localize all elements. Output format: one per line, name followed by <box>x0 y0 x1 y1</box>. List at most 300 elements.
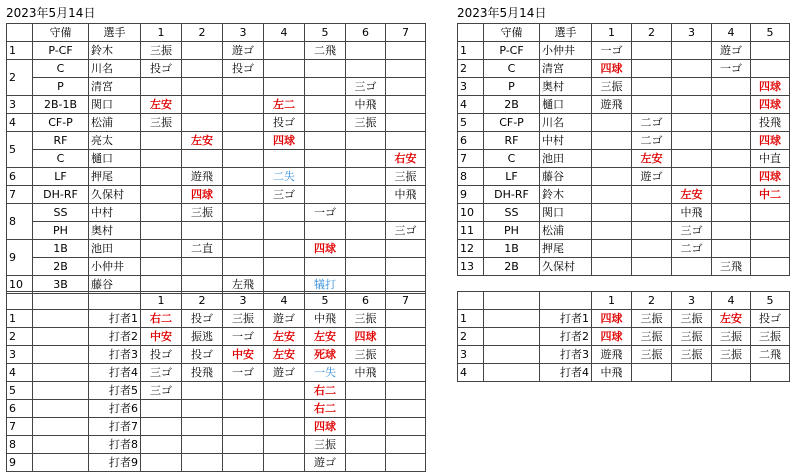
inning-result: 中飛 <box>346 96 386 114</box>
inning-result <box>386 382 426 400</box>
batter-cell: 打者4 <box>540 364 592 382</box>
lineup-table-right <box>457 23 790 276</box>
inning-result <box>141 454 182 472</box>
table-row <box>458 78 790 96</box>
player-cell: 松浦 <box>540 222 592 240</box>
table-row <box>7 168 426 186</box>
position-cell: PH <box>33 222 89 240</box>
inning-result <box>264 400 305 418</box>
inning-result <box>712 168 751 186</box>
inning-result <box>712 114 751 132</box>
inning-result <box>223 96 264 114</box>
inning-result: 遊ゴ <box>712 42 751 60</box>
order-number: 5 <box>7 132 33 168</box>
table-row <box>458 168 790 186</box>
table-row <box>458 114 790 132</box>
header-cell: 選手 <box>89 24 141 42</box>
inning-result: 四球 <box>751 78 790 96</box>
inning-result <box>712 364 751 382</box>
t1-date: 2023年5月14日 <box>6 6 96 20</box>
inning-result <box>672 364 712 382</box>
inning-result <box>751 60 790 78</box>
inning-result <box>141 222 182 240</box>
inning-result: 投ゴ <box>264 114 305 132</box>
order-number: 8 <box>7 204 33 240</box>
inning-result <box>386 418 426 436</box>
table-row <box>7 310 426 328</box>
position-cell <box>33 382 89 400</box>
header-cell: 守備 <box>33 24 89 42</box>
inning-result: 振逃 <box>182 328 223 346</box>
order-number: 4 <box>7 364 33 382</box>
inning-result: 左二 <box>264 96 305 114</box>
inning-result <box>346 258 386 276</box>
player-cell: 関口 <box>89 96 141 114</box>
position-cell: C <box>484 150 540 168</box>
inning-result <box>182 78 223 96</box>
order-number: 9 <box>7 454 33 472</box>
inning-result: 一ゴ <box>592 42 632 60</box>
batter-table-left <box>6 291 426 472</box>
header-cell: 7 <box>386 24 426 42</box>
inning-result <box>223 418 264 436</box>
header-cell: 7 <box>386 292 426 310</box>
inning-result <box>632 240 672 258</box>
inning-result <box>346 186 386 204</box>
inning-result <box>182 42 223 60</box>
inning-result: 四球 <box>305 240 346 258</box>
header-cell <box>458 24 484 42</box>
inning-result: 三振 <box>386 168 426 186</box>
position-cell <box>33 400 89 418</box>
table-row <box>7 328 426 346</box>
table-row <box>458 96 790 114</box>
inning-result <box>141 132 182 150</box>
inning-result: 二ゴ <box>672 240 712 258</box>
inning-result <box>592 186 632 204</box>
player-cell: 清宮 <box>89 78 141 96</box>
header-cell: 1 <box>592 292 632 310</box>
order-number: 2 <box>458 328 484 346</box>
inning-result <box>632 60 672 78</box>
inning-result <box>751 240 790 258</box>
player-cell: 川名 <box>540 114 592 132</box>
table-row <box>7 78 426 96</box>
player-cell: 川名 <box>89 60 141 78</box>
order-number: 7 <box>7 186 33 204</box>
table-row <box>458 60 790 78</box>
inning-result <box>632 78 672 96</box>
inning-result: 投飛 <box>751 114 790 132</box>
player-cell: 中村 <box>540 132 592 150</box>
inning-result <box>264 204 305 222</box>
inning-result <box>346 240 386 258</box>
position-cell: CF-P <box>33 114 89 132</box>
player-cell: 久保村 <box>89 186 141 204</box>
inning-result: 二ゴ <box>632 114 672 132</box>
inning-result: 遊飛 <box>592 346 632 364</box>
table-row <box>458 346 790 364</box>
inning-result <box>672 96 712 114</box>
batter-cell: 打者1 <box>540 310 592 328</box>
position-cell: C <box>33 150 89 168</box>
player-cell: 鈴木 <box>89 42 141 60</box>
inning-result: 二飛 <box>751 346 790 364</box>
header-cell <box>484 292 540 310</box>
inning-result: 中飛 <box>672 204 712 222</box>
inning-result <box>386 310 426 328</box>
batter-cell: 打者3 <box>540 346 592 364</box>
position-cell: C <box>33 60 89 78</box>
player-cell: 鈴木 <box>540 186 592 204</box>
inning-result <box>182 222 223 240</box>
inning-result <box>632 222 672 240</box>
inning-result <box>672 132 712 150</box>
table-row <box>458 240 790 258</box>
inning-result <box>672 258 712 276</box>
inning-result: 左安 <box>264 346 305 364</box>
position-cell: 2B <box>484 96 540 114</box>
position-cell: 2B-1B <box>33 96 89 114</box>
inning-result <box>223 382 264 400</box>
inning-result: 中直 <box>751 150 790 168</box>
inning-result: 中安 <box>223 346 264 364</box>
player-cell: 清宮 <box>540 60 592 78</box>
inning-result: 一失 <box>305 364 346 382</box>
header-cell <box>33 292 89 310</box>
inning-result <box>264 418 305 436</box>
inning-result <box>386 204 426 222</box>
header-cell: 4 <box>264 292 305 310</box>
header-cell: 3 <box>223 292 264 310</box>
table-row <box>458 204 790 222</box>
table-row <box>458 186 790 204</box>
inning-result <box>712 204 751 222</box>
inning-result <box>346 42 386 60</box>
inning-result <box>223 400 264 418</box>
inning-result <box>632 258 672 276</box>
header-cell: 5 <box>305 24 346 42</box>
table-row <box>7 114 426 132</box>
inning-result <box>346 204 386 222</box>
inning-result: 投ゴ <box>141 346 182 364</box>
order-number: 3 <box>7 96 33 114</box>
inning-result: 三振 <box>223 310 264 328</box>
inning-result <box>592 132 632 150</box>
player-cell: 樋口 <box>540 96 592 114</box>
lineup-table-left <box>6 23 426 294</box>
inning-result <box>346 400 386 418</box>
inning-result: 左飛 <box>223 276 264 294</box>
header-cell: 2 <box>632 292 672 310</box>
header-cell: 2 <box>182 292 223 310</box>
inning-result: 左安 <box>141 96 182 114</box>
player-cell: 池田 <box>89 240 141 258</box>
position-cell <box>484 328 540 346</box>
position-cell <box>33 310 89 328</box>
order-number: 10 <box>7 276 33 294</box>
inning-result <box>141 186 182 204</box>
inning-result <box>141 168 182 186</box>
inning-result: 三振 <box>672 328 712 346</box>
inning-result <box>672 78 712 96</box>
inning-result <box>305 150 346 168</box>
inning-result <box>264 240 305 258</box>
inning-result: 二失 <box>264 168 305 186</box>
position-cell: 1B <box>33 240 89 258</box>
position-cell: DH-RF <box>484 186 540 204</box>
inning-result: 中安 <box>141 328 182 346</box>
order-number: 3 <box>458 346 484 364</box>
order-number: 6 <box>458 132 484 150</box>
inning-result <box>672 114 712 132</box>
table-row <box>458 222 790 240</box>
order-number: 1 <box>7 310 33 328</box>
inning-result <box>141 150 182 168</box>
batter-table-right <box>457 291 790 382</box>
inning-result <box>182 454 223 472</box>
inning-result <box>264 150 305 168</box>
header-cell: 選手 <box>540 24 592 42</box>
inning-result: 中飛 <box>305 310 346 328</box>
inning-result: 左安 <box>182 132 223 150</box>
inning-result <box>592 168 632 186</box>
inning-result <box>672 42 712 60</box>
order-number: 11 <box>458 222 484 240</box>
inning-result <box>632 364 672 382</box>
batter-cell: 打者2 <box>540 328 592 346</box>
header-cell <box>89 292 141 310</box>
inning-result: 左安 <box>264 328 305 346</box>
inning-result: 一ゴ <box>223 364 264 382</box>
inning-result <box>223 186 264 204</box>
position-cell: P <box>484 78 540 96</box>
position-cell: LF <box>484 168 540 186</box>
inning-result <box>751 364 790 382</box>
table-row <box>7 436 426 454</box>
player-cell: 小仲井 <box>540 42 592 60</box>
inning-result <box>346 222 386 240</box>
table-row <box>458 328 790 346</box>
order-number: 4 <box>458 96 484 114</box>
order-number: 5 <box>7 382 33 400</box>
inning-result: 三ゴ <box>386 222 426 240</box>
inning-result <box>712 222 751 240</box>
header-cell: 3 <box>672 24 712 42</box>
table-row <box>7 240 426 258</box>
inning-result: 右二 <box>141 310 182 328</box>
inning-result <box>386 114 426 132</box>
inning-result: 三振 <box>346 346 386 364</box>
order-number: 10 <box>458 204 484 222</box>
inning-result <box>141 204 182 222</box>
position-cell: 2B <box>484 258 540 276</box>
inning-result: 三振 <box>751 328 790 346</box>
position-cell <box>33 364 89 382</box>
header-cell: 守備 <box>484 24 540 42</box>
inning-result <box>264 42 305 60</box>
inning-result <box>182 400 223 418</box>
player-cell: 池田 <box>540 150 592 168</box>
header-cell: 3 <box>223 24 264 42</box>
header-row <box>7 24 426 42</box>
order-number: 4 <box>458 364 484 382</box>
inning-result: 中飛 <box>592 364 632 382</box>
inning-result: 三振 <box>632 328 672 346</box>
batter-cell: 打者9 <box>89 454 141 472</box>
position-cell <box>484 310 540 328</box>
order-number: 8 <box>7 436 33 454</box>
position-cell: PH <box>484 222 540 240</box>
header-cell: 1 <box>592 24 632 42</box>
inning-result <box>592 204 632 222</box>
header-cell: 4 <box>712 292 751 310</box>
inning-result <box>346 168 386 186</box>
header-cell: 2 <box>632 24 672 42</box>
inning-result: 投ゴ <box>223 60 264 78</box>
inning-result: 三ゴ <box>141 364 182 382</box>
inning-result <box>223 78 264 96</box>
inning-result: 遊ゴ <box>305 454 346 472</box>
inning-result <box>223 240 264 258</box>
inning-result: 遊ゴ <box>264 310 305 328</box>
inning-result <box>223 222 264 240</box>
table-row <box>7 258 426 276</box>
batter-cell: 打者1 <box>89 310 141 328</box>
inning-result: 四球 <box>592 328 632 346</box>
table-row <box>7 346 426 364</box>
header-cell: 6 <box>346 24 386 42</box>
inning-result: 右二 <box>305 382 346 400</box>
inning-result <box>305 258 346 276</box>
inning-result: 三振 <box>305 436 346 454</box>
order-number: 9 <box>458 186 484 204</box>
inning-result <box>305 78 346 96</box>
inning-result: 投ゴ <box>182 310 223 328</box>
inning-result <box>632 42 672 60</box>
order-number: 1 <box>458 42 484 60</box>
inning-result: 四球 <box>346 328 386 346</box>
position-cell: RF <box>33 132 89 150</box>
table-row <box>458 132 790 150</box>
inning-result: 一ゴ <box>223 328 264 346</box>
inning-result: 死球 <box>305 346 346 364</box>
order-number: 2 <box>7 328 33 346</box>
inning-result <box>346 382 386 400</box>
inning-result <box>141 436 182 454</box>
inning-result: 投ゴ <box>182 346 223 364</box>
header-cell: 4 <box>264 24 305 42</box>
inning-result: 左安 <box>632 150 672 168</box>
inning-result: 右二 <box>305 400 346 418</box>
order-number: 1 <box>458 310 484 328</box>
inning-result <box>386 436 426 454</box>
inning-result <box>346 454 386 472</box>
inning-result <box>592 240 632 258</box>
inning-result: 三振 <box>346 114 386 132</box>
inning-result <box>264 436 305 454</box>
inning-result <box>182 436 223 454</box>
header-cell <box>458 292 484 310</box>
header-row <box>7 292 426 310</box>
inning-result <box>141 78 182 96</box>
inning-result <box>305 222 346 240</box>
inning-result: 遊飛 <box>592 96 632 114</box>
inning-result: 三振 <box>712 328 751 346</box>
inning-result <box>751 258 790 276</box>
table-row <box>7 454 426 472</box>
order-number: 13 <box>458 258 484 276</box>
inning-result <box>141 418 182 436</box>
inning-result: 二ゴ <box>632 132 672 150</box>
order-number: 1 <box>7 42 33 60</box>
inning-result <box>632 204 672 222</box>
position-cell: 1B <box>484 240 540 258</box>
inning-result <box>672 150 712 168</box>
inning-result: 二直 <box>182 240 223 258</box>
inning-result <box>712 150 751 168</box>
order-number: 4 <box>7 114 33 132</box>
table-row <box>7 222 426 240</box>
inning-result: 投ゴ <box>141 60 182 78</box>
inning-result: 四球 <box>592 310 632 328</box>
table-row <box>458 150 790 168</box>
order-number: 9 <box>7 240 33 276</box>
inning-result <box>712 78 751 96</box>
position-cell: 3B <box>33 276 89 294</box>
inning-result <box>223 132 264 150</box>
inning-result <box>223 114 264 132</box>
inning-result <box>264 382 305 400</box>
position-cell: DH-RF <box>33 186 89 204</box>
inning-result: 三振 <box>592 78 632 96</box>
inning-result <box>264 454 305 472</box>
table-row <box>7 60 426 78</box>
inning-result: 投ゴ <box>751 310 790 328</box>
inning-result <box>712 96 751 114</box>
inning-result: 三ゴ <box>672 222 712 240</box>
header-cell: 1 <box>141 292 182 310</box>
inning-result <box>264 258 305 276</box>
position-cell <box>33 418 89 436</box>
inning-result <box>712 186 751 204</box>
inning-result: 中飛 <box>386 186 426 204</box>
inning-result <box>141 240 182 258</box>
inning-result: 四球 <box>305 418 346 436</box>
inning-result: 三振 <box>712 346 751 364</box>
inning-result <box>223 258 264 276</box>
inning-result: 四球 <box>264 132 305 150</box>
batter-cell: 打者2 <box>89 328 141 346</box>
inning-result <box>386 60 426 78</box>
position-cell: LF <box>33 168 89 186</box>
player-cell: 小仲井 <box>89 258 141 276</box>
inning-result: 四球 <box>751 96 790 114</box>
inning-result: 三振 <box>141 42 182 60</box>
inning-result: 三振 <box>672 310 712 328</box>
table-row <box>7 186 426 204</box>
inning-result <box>182 382 223 400</box>
inning-result <box>346 150 386 168</box>
table-row <box>458 42 790 60</box>
batter-cell: 打者8 <box>89 436 141 454</box>
inning-result <box>386 132 426 150</box>
inning-result <box>386 96 426 114</box>
inning-result <box>182 418 223 436</box>
table-row <box>458 258 790 276</box>
position-cell: P <box>33 78 89 96</box>
inning-result <box>346 418 386 436</box>
